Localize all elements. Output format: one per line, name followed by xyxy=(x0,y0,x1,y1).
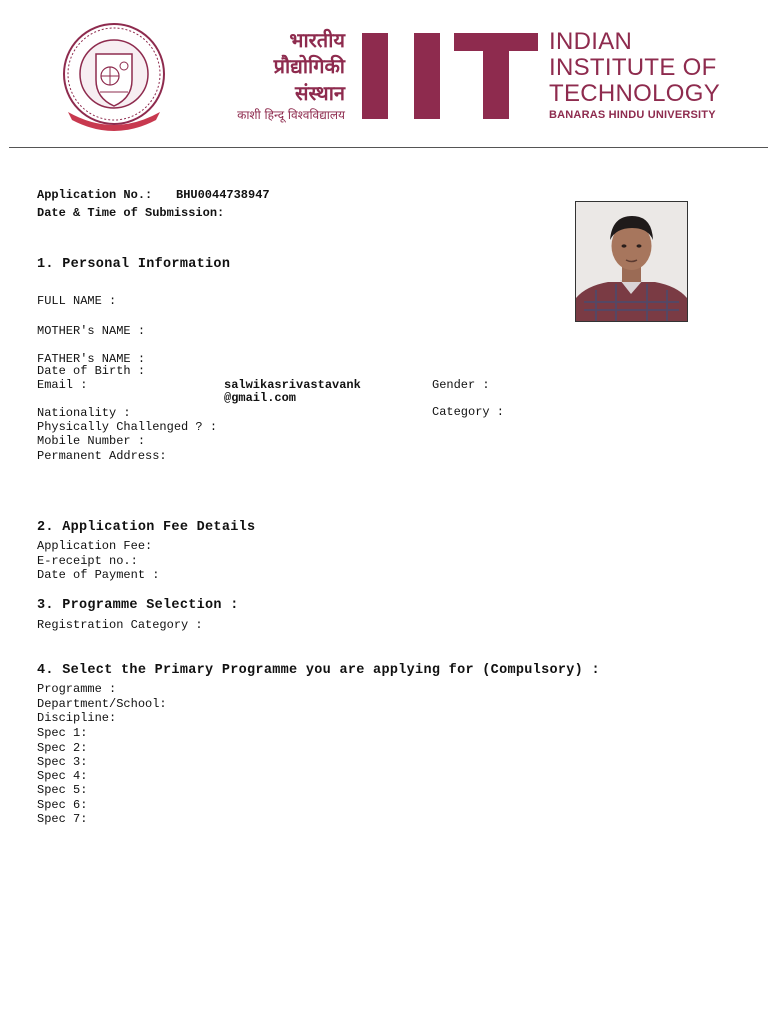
full-name-label: FULL NAME : xyxy=(37,294,117,308)
applicant-photo-image xyxy=(576,202,687,321)
mobile-number-label: Mobile Number : xyxy=(37,434,146,448)
application-fee-label: Application Fee: xyxy=(37,539,153,553)
email-value-line-2: @gmail.com xyxy=(224,391,297,405)
spec-7-label: Spec 7: xyxy=(37,812,88,826)
hindi-title-line-1: भारतीय xyxy=(289,28,345,52)
spec-2-label: Spec 2: xyxy=(37,741,88,755)
physically-challenged-label: Physically Challenged ? : xyxy=(37,420,218,434)
iit-logo-mark xyxy=(362,33,538,119)
applicant-photo xyxy=(575,201,688,322)
submission-date-label: Date & Time of Submission: xyxy=(37,206,225,220)
department-label: Department/School: xyxy=(37,697,167,711)
application-number-value: BHU0044738947 xyxy=(176,188,270,202)
ereceipt-label: E-receipt no.: xyxy=(37,554,138,568)
english-title-line-3: TECHNOLOGY xyxy=(549,80,721,107)
spec-4-label: Spec 4: xyxy=(37,769,88,783)
section-fee-details-title: 2. Application Fee Details xyxy=(37,520,256,535)
discipline-label: Discipline: xyxy=(37,711,117,725)
hindi-subtitle: काशी हिन्दू विश्वविद्यालय xyxy=(237,108,345,122)
english-title-line-1: INDIAN xyxy=(549,28,633,55)
date-of-birth-label: Date of Birth : xyxy=(37,364,146,378)
email-value-line-1: salwikasrivastavank xyxy=(224,378,361,392)
programme-label: Programme : xyxy=(37,682,117,696)
category-label: Category : xyxy=(432,405,505,419)
hindi-title-line-2: प्रौद्योगिकी xyxy=(273,54,345,78)
header-divider xyxy=(9,147,768,148)
father-name-label: FATHER's NAME : xyxy=(37,352,146,366)
nationality-label: Nationality : xyxy=(37,406,131,420)
spec-1-label: Spec 1: xyxy=(37,726,88,740)
spec-6-label: Spec 6: xyxy=(37,798,88,812)
institute-seal-logo xyxy=(58,20,170,132)
section-personal-information-title: 1. Personal Information xyxy=(37,257,231,272)
section-programme-selection-title: 3. Programme Selection : xyxy=(37,598,239,613)
mother-name-label: MOTHER's NAME : xyxy=(37,324,146,338)
english-title-line-2: INSTITUTE OF xyxy=(549,54,717,81)
english-subtitle: BANARAS HINDU UNIVERSITY xyxy=(549,109,716,121)
email-label: Email : xyxy=(37,378,88,392)
application-number-label: Application No.: xyxy=(37,188,153,202)
registration-category-label: Registration Category : xyxy=(37,618,203,632)
section-primary-programme-title: 4. Select the Primary Programme you are applying for (Compulsory) : xyxy=(37,663,600,678)
gender-label: Gender : xyxy=(432,378,490,392)
spec-5-label: Spec 5: xyxy=(37,783,88,797)
payment-date-label: Date of Payment : xyxy=(37,568,160,582)
hindi-title-line-3: संस्थान xyxy=(295,81,345,105)
permanent-address-label: Permanent Address: xyxy=(37,449,167,463)
spec-3-label: Spec 3: xyxy=(37,755,88,769)
